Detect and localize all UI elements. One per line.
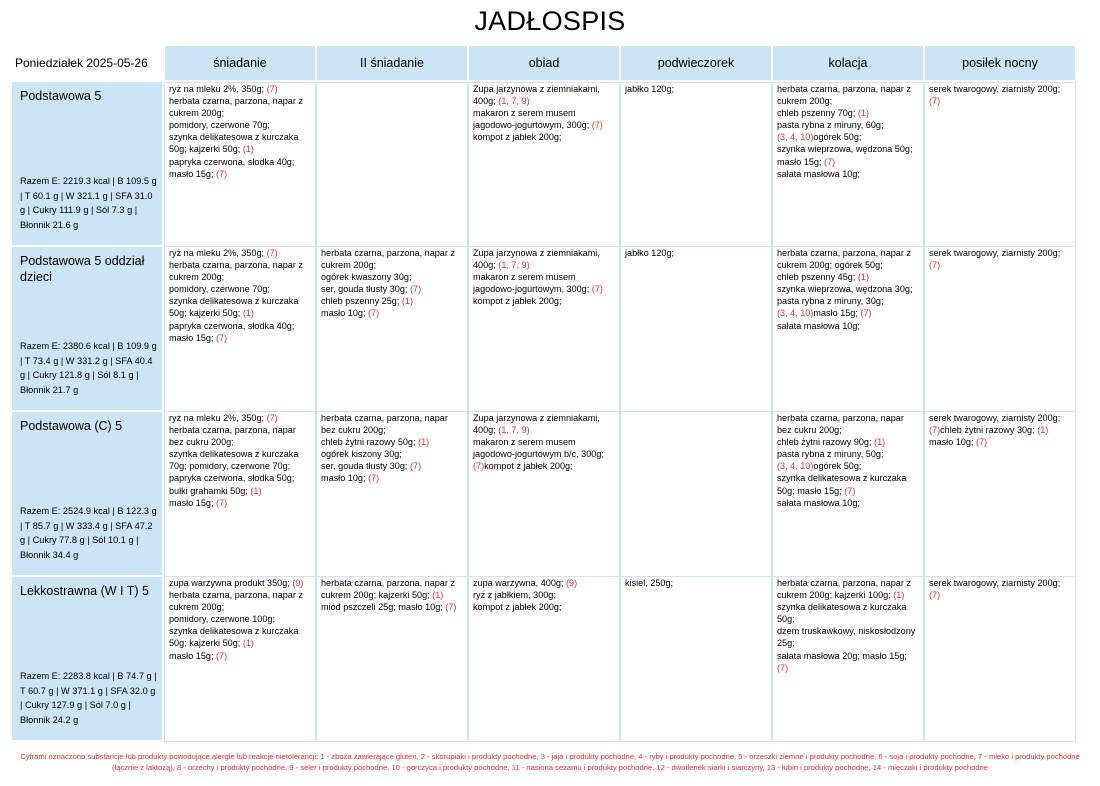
meal-cell (316, 247, 468, 412)
allergen-code: (7) (409, 284, 422, 295)
allergen-code: (7) (976, 437, 988, 448)
food-item: szynka delikatesowa z kurczaka 50g; (777, 602, 907, 625)
food-item: ogórek kwaszony 30g; (321, 272, 412, 283)
allergen-code: (7) (929, 425, 941, 436)
food-item: chleb pszenny 45g; (777, 272, 858, 283)
meal-header-posilek-nocny: posiłek nocny (925, 46, 1075, 80)
food-item: chleb żytni razowy 30g; (940, 425, 1038, 436)
food-item: chleb żytni razowy 50g; (321, 437, 419, 448)
meal-cell (468, 247, 620, 412)
meal-cell (772, 577, 924, 742)
allergen-code: (1) (242, 308, 254, 319)
food-item: szynka delikatesowa z kurczaka 50g; masło 15g; (777, 473, 907, 496)
diet-name: Lekkostrawna (W I T) 5 (20, 584, 149, 598)
food-item: herbata czarna, parzona, napar z cukrem 200g; (169, 260, 303, 283)
meal-cell (620, 412, 772, 577)
food-item: makaron z serem musem jagodowo-jogurtowym, 300g; (473, 108, 592, 131)
allergen-code: (1) (242, 144, 254, 155)
meal-cell (924, 577, 1076, 742)
meal-header-obiad: obiad (469, 46, 619, 80)
food-item: ryż na mleku 2%, 350g; (169, 84, 267, 94)
meal-cell (620, 577, 772, 742)
food-item: pasta rybna z miruny, 50g; (777, 449, 884, 460)
meal-header-ii-sniadanie: II śniadanie (317, 46, 467, 80)
diet-nutrition-totals: Razem E: 2283.8 kcal | B 74.7 g | T 60.7 g | W 371.1 g | SFA 32.0 g | Cukry 127.9 g | Sól 7.0 g | Błonnik 24.2 g (20, 671, 157, 725)
food-item: Zupa jarzynowa z ziemniakami, 400g; (473, 413, 600, 436)
allergen-code: (1) (418, 437, 430, 448)
allergen-code: (1, 7, 9) (498, 425, 530, 436)
meal-cell (164, 82, 316, 247)
food-item: masło 15g; (169, 650, 217, 661)
food-item: chleb żytni razowy 90g; (777, 437, 875, 448)
food-item: pomidory, czerwone 70g; (169, 120, 270, 131)
food-item: herbata czarna, parzona, napar z cukrem 200g; (321, 248, 455, 271)
allergen-code: (1) (874, 437, 886, 448)
food-item: jabłko 120g; (625, 248, 675, 258)
food-item: herbata czarna, parzona, napar bez cukru 200g; (777, 413, 904, 436)
meal-cell (772, 247, 924, 412)
meal-header-sniadanie: śniadanie (165, 46, 315, 80)
meal-cell (772, 412, 924, 577)
food-item: zupa warzywna, 400g; (473, 578, 567, 588)
allergen-code: (7) (216, 650, 228, 661)
allergen-code: (1) (1037, 425, 1049, 436)
food-item: Zupa jarzynowa z ziemniakami, 400g; (473, 248, 600, 271)
allergen-code: (3, 4, 10) (777, 132, 814, 143)
meal-header-podwieczorek: podwieczorek (621, 46, 771, 80)
diet-row-header (12, 412, 162, 575)
allergen-code: (1) (250, 485, 262, 496)
allergen-code: (7) (216, 332, 228, 343)
diet-name: Podstawowa 5 oddział dzieci (20, 254, 145, 284)
meal-cell (164, 247, 316, 412)
allergen-code: (3, 4, 10) (777, 461, 814, 472)
food-item: masło 15g; (169, 332, 217, 343)
food-item: makaron z serem musem jagodowo-jogurtowym b/c, 300g; (473, 437, 604, 460)
food-item: dżem truskawkowy, niskosłodzony 25g; (777, 626, 916, 649)
food-item: pomidory, czerwone 70g; (169, 284, 270, 295)
meal-cell (164, 577, 316, 742)
food-item: herbata czarna, parzona, napar z cukrem 200g; ogórek 50g; (777, 248, 911, 271)
food-item: papryka czerwona, słodka 40g; (169, 156, 295, 167)
allergen-code: (7) (860, 308, 872, 319)
food-item: ogórek 50g; (813, 461, 862, 472)
food-item: bułki grahamki 50g; (169, 485, 251, 496)
allergen-code: (1) (857, 272, 870, 283)
food-item: masło 15g; (813, 308, 861, 319)
allergen-code: (7) (266, 248, 278, 258)
allergen-code: (3, 4, 10) (777, 308, 814, 319)
day-label: Poniedziałek 2025-05-26 (12, 46, 164, 82)
food-item: masło 10g; (321, 308, 369, 319)
allergen-code: (7) (591, 284, 603, 295)
diet-row-header (12, 247, 162, 410)
diet-nutrition-totals: Razem E: 2219.3 kcal | B 109.5 g | T 60.1 g | W 321.1 g | SFA 31.0 g | Cukry 111.9 g | Sól 7.3 g | Błonnik 21.6 g (20, 176, 157, 230)
allergen-code: (7) (266, 84, 278, 94)
food-item: serek twarogowy, ziarnisty 200g; (929, 84, 1061, 94)
allergen-code: (7) (368, 308, 380, 319)
food-item: kompot z jabłek 200g; (473, 602, 562, 613)
meal-cell (924, 82, 1076, 247)
allergen-code: (7) (473, 461, 485, 472)
meal-cell (468, 412, 620, 577)
page-title: JADŁOSPIS (474, 6, 626, 36)
food-item: masło 10g; (321, 473, 369, 484)
allergen-code: (7) (844, 485, 856, 496)
food-item: ser, gouda tłusty 30g; (321, 284, 410, 295)
food-item: ser, gouda tłusty 30g; (321, 461, 410, 472)
meal-cell (164, 412, 316, 577)
allergen-code: (7) (591, 120, 603, 131)
diet-name: Podstawowa (C) 5 (20, 419, 123, 433)
meal-cell (620, 247, 772, 412)
food-item: herbata czarna, parzona, napar z cukrem 200g; (169, 590, 303, 613)
food-item: ogórek kiszony 30g; (321, 449, 402, 460)
food-item: kompot z jabłek 200g; (484, 461, 573, 472)
food-item: szynka delikatesowa z kurczaka 50g; kajzerki 50g; (169, 132, 299, 155)
meal-cell (468, 577, 620, 742)
food-item: herbata czarna, parzona, napar bez cukru 200g; (321, 413, 448, 436)
allergen-code: (7) (409, 461, 422, 472)
food-item: masło 10g; (929, 437, 977, 448)
food-item: zupa warzywna produkt 350g; (169, 578, 293, 588)
food-item: sałata masłowa 20g; masło 15g; (777, 650, 907, 661)
allergen-code: (7) (216, 168, 228, 179)
food-item: herbata czarna, parzona, napar z cukrem 200g; kajzerki 100g; (777, 578, 911, 601)
food-item: serek twarogowy, ziarnisty 200g; (929, 248, 1061, 258)
allergen-code: (1) (401, 296, 414, 307)
allergen-code: (1, 7, 9) (498, 96, 530, 107)
food-item: ryż na mleku 2%, 350g; (169, 248, 267, 258)
diet-name: Podstawowa 5 (20, 89, 102, 103)
meal-cell (924, 412, 1076, 577)
food-item: herbata czarna, parzona, napar bez cukru 200g; (169, 425, 296, 448)
meal-cell (316, 577, 468, 742)
food-item: chleb pszenny 70g; (777, 108, 858, 119)
food-item: sałata masłowa 10g; (777, 497, 860, 508)
allergen-code: (1) (857, 108, 870, 119)
food-item: sałata masłowa 10g; (777, 320, 860, 331)
meal-header-kolacja: kolacja (773, 46, 923, 80)
food-item: herbata czarna, parzona, napar z cukrem 200g; kajzerki 50g; (321, 578, 455, 601)
allergen-code: (7) (929, 590, 941, 601)
food-item: szynka delikatesowa z kurczaka 50g; kajzerki 50g; (169, 296, 299, 319)
allergen-code: (1, 7, 9) (498, 260, 530, 271)
food-item: ryż z jabłkiem, 300g; (473, 590, 556, 601)
meal-cell (316, 82, 468, 247)
food-item: papryka czerwona, słodka 50g; (169, 473, 295, 484)
menu-table (12, 46, 1078, 742)
diet-row-header (12, 82, 162, 245)
food-item: szynka delikatesowa z kurczaka 70g; pomidory, czerwone 70g; (169, 449, 299, 472)
food-item: pasta rybna z miruny, 60g; (777, 120, 884, 131)
food-item: makaron z serem musem jagodowo-jogurtowym, 300g; (473, 272, 592, 295)
food-item: kisiel, 250g; (625, 578, 674, 588)
allergen-code: (7) (929, 260, 941, 271)
food-item: ryż na mleku 2%, 350g; (169, 413, 267, 423)
meal-cell (316, 412, 468, 577)
allergen-code: (7) (824, 156, 836, 167)
food-item: sałata masłowa 10g; (777, 168, 860, 179)
food-item: serek twarogowy, ziarnisty 200g; (929, 578, 1061, 588)
allergen-code: (9) (292, 578, 304, 588)
allergen-code: (9) (566, 578, 578, 588)
food-item: szynka wieprzowa, wędzona 50g; masło 15g; (777, 144, 913, 167)
meal-cell (772, 82, 924, 247)
meal-cell (468, 82, 620, 247)
food-item: chleb pszenny 25g; (321, 296, 402, 307)
food-item: herbata czarna, parzona, napar z cukrem 200g; (777, 84, 911, 107)
allergen-code: (1) (893, 590, 905, 601)
food-item: herbata czarna, parzona, napar z cukrem 200g; (169, 96, 303, 119)
food-item: serek twarogowy, ziarnisty 200g; (929, 413, 1061, 423)
allergen-code: (7) (445, 602, 457, 613)
diet-nutrition-totals: Razem E: 2380.6 kcal | B 109.9 g | T 73.4 g | W 331.2 g | SFA 40.4 g | Cukry 121.8 g | Sól 8.1 g | Błonnik 21.7 g (20, 341, 157, 395)
diet-nutrition-totals: Razem E: 2524.9 kcal | B 122.3 g | T 85.7 g | W 333.4 g | SFA 47.2 g | Cukry 77.8 g | Sól 10.1 g | Błonnik 34.4 g (20, 506, 157, 560)
diet-row-header (12, 577, 162, 740)
allergen-code: (1) (242, 638, 254, 649)
food-item: masło 15g; (169, 168, 217, 179)
food-item: Zupa jarzynowa z ziemniakami, 400g; (473, 84, 600, 107)
food-item: miód pszczeli 25g; masło 10g; (321, 602, 446, 613)
allergen-code: (1) (432, 590, 444, 601)
food-item: ogórek 50g; (813, 132, 862, 143)
allergen-code: (7) (929, 96, 941, 107)
meal-cell (620, 82, 772, 247)
food-item: jabłko 120g; (625, 84, 675, 94)
food-item: kompot z jabłek 200g; (473, 132, 562, 143)
food-item: pomidory, czerwone 100g; (169, 614, 275, 625)
allergen-code: (7) (216, 497, 228, 508)
food-item: szynka wieprzowa, wędzona 30g; pasta rybna z miruny, 30g; (777, 284, 913, 307)
food-item: kompot z jabłek 200g; (473, 296, 562, 307)
meal-cell (924, 247, 1076, 412)
allergen-footnote: Cyframi oznaczono substancje lub produkty powodujące alergie lub reakcje nietolerancji: 1 - zboża zawierające gluten, 2 - skorupiaki i produkty pochodne, 3 - jaja i produkty pochodne, 4 - ryby i produkty pochodne, 5 - orzeszki ziemne i produkty pochodne, 6 - soja i produkty pochodne, 7 - mleko i produkty pochodne (łącznie z laktozą), 8 - orzechy i produkty pochodne, 9 - seler i produkty pochodne, 10 - gorczyca i produkty pochodne, 11 - nasiona sezamu i produkty pochodne, 12 - dwutlenek siarki i siarczyny, 13 - łubin i produkty pochodne, 14 - mięczaki i produkty pochodne (20, 752, 1080, 772)
allergen-code: (7) (368, 473, 380, 484)
allergen-code: (7) (266, 413, 278, 423)
food-item: papryka czerwona, słodka 40g; (169, 320, 295, 331)
food-item: szynka delikatesowa z kurczaka 50g; kajzerki 50g; (169, 626, 299, 649)
allergen-code: (7) (777, 662, 789, 673)
food-item: masło 15g; (169, 497, 217, 508)
